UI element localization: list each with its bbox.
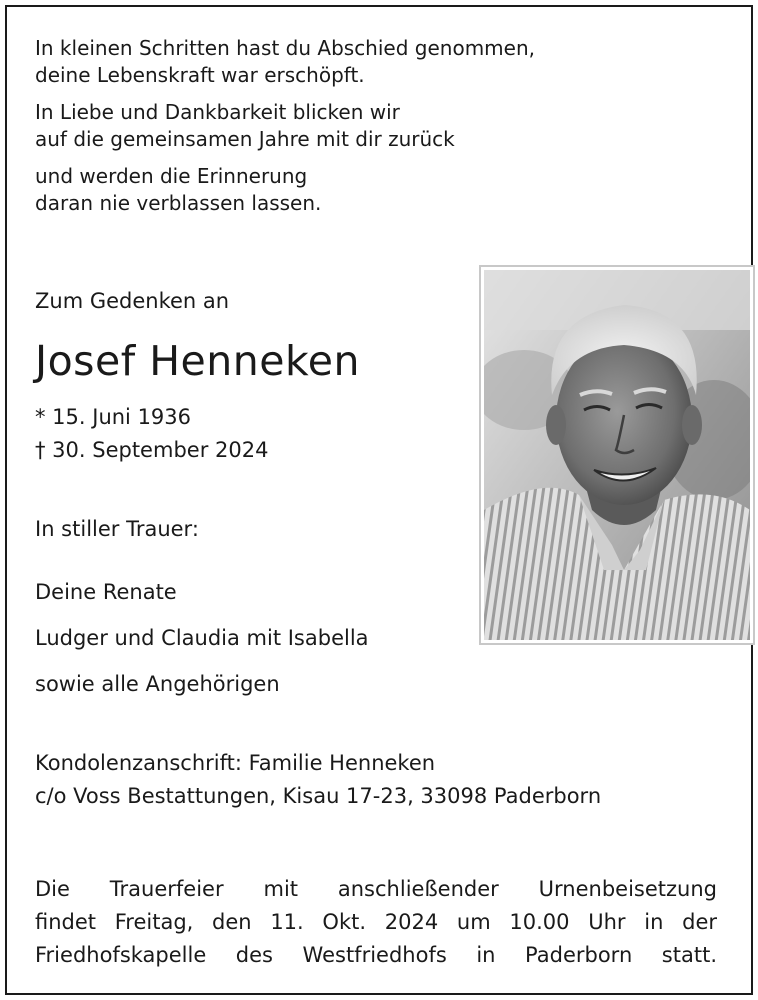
mourner: Deine Renate bbox=[35, 580, 177, 604]
portrait-photo bbox=[479, 265, 755, 645]
ceremony-line: findet Freitag, den 11. Okt. 2024 um 10.00 Uhr in der bbox=[35, 910, 717, 934]
poem-line: deine Lebenskraft war erschöpft. bbox=[35, 63, 365, 87]
address-line: c/o Voss Bestattungen, Kisau 17-23, 33098 Paderborn bbox=[35, 784, 602, 808]
portrait-image bbox=[484, 270, 750, 640]
obituary-frame bbox=[5, 5, 753, 995]
poem-stanza-3 bbox=[35, 163, 535, 217]
poem-stanza-1 bbox=[35, 35, 535, 89]
ceremony-notice bbox=[35, 873, 717, 972]
mourner: sowie alle Angehörigen bbox=[35, 672, 280, 696]
poem-line: In kleinen Schritten hast du Abschied genommen, bbox=[35, 36, 535, 60]
deceased-name: Josef Henneken bbox=[35, 337, 360, 385]
ceremony-line: Friedhofskapelle des Westfriedhofs in Paderborn statt. bbox=[35, 943, 717, 967]
poem bbox=[35, 35, 535, 227]
ceremony-line: Die Trauerfeier mit anschließender Urnenbeisetzung bbox=[35, 877, 717, 901]
poem-line: auf die gemeinsamen Jahre mit dir zurück bbox=[35, 127, 455, 151]
mourners-list bbox=[35, 569, 369, 707]
memorial-intro: Zum Gedenken an bbox=[35, 289, 230, 313]
death-date: † 30. September 2024 bbox=[35, 438, 269, 462]
poem-stanza-2 bbox=[35, 99, 535, 153]
poem-line: daran nie verblassen lassen. bbox=[35, 191, 322, 215]
poem-line: und werden die Erinnerung bbox=[35, 164, 308, 188]
poem-line: In Liebe und Dankbarkeit blicken wir bbox=[35, 100, 400, 124]
address-line: Kondolenzanschrift: Familie Henneken bbox=[35, 751, 436, 775]
condolence-address bbox=[35, 747, 601, 813]
mourning-label: In stiller Trauer: bbox=[35, 517, 199, 541]
birth-date: * 15. Juni 1936 bbox=[35, 405, 192, 429]
mourner: Ludger und Claudia mit Isabella bbox=[35, 626, 369, 650]
life-dates bbox=[35, 401, 268, 467]
